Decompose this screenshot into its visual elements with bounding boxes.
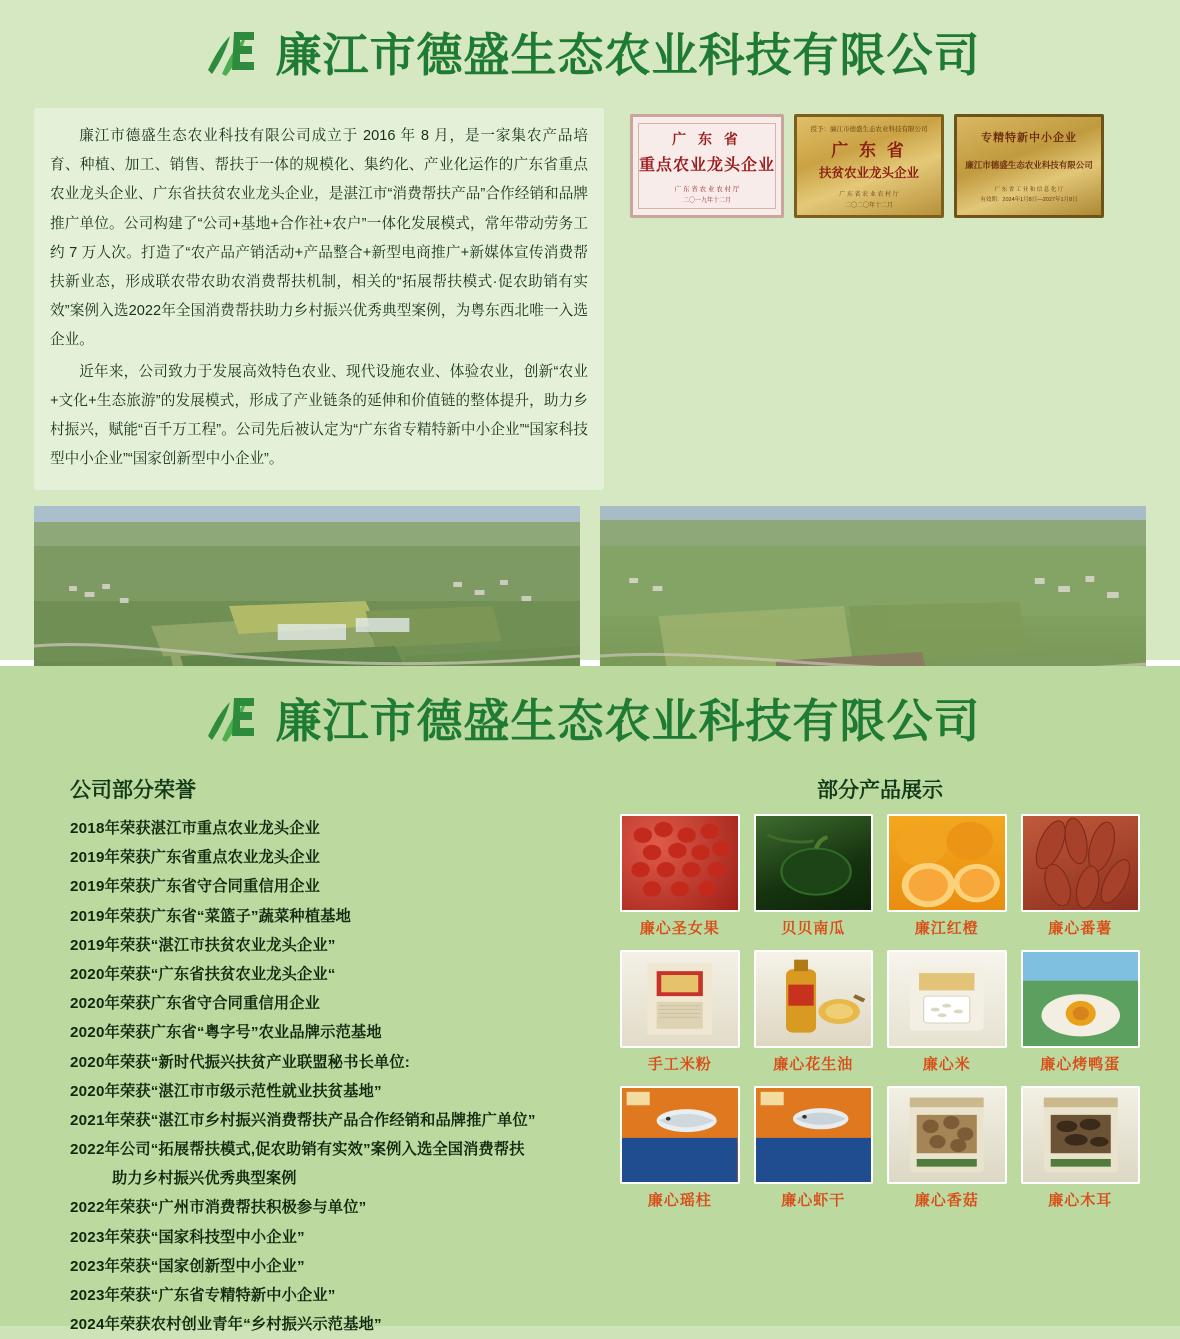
honors-title: 公司部分荣誉: [70, 779, 196, 802]
honors-section: [70, 774, 590, 1339]
product-name: 廉心木耳: [1048, 1192, 1113, 1209]
honor-item: 2019年荣获广东省“菜篮子”蔬菜种植基地: [70, 907, 351, 925]
intro-and-plaques-row: [0, 86, 1180, 490]
product-image-tomato: [620, 814, 740, 912]
product-cell: [887, 814, 1007, 938]
product-name: 廉心米: [922, 1056, 971, 1073]
product-cell: [620, 814, 740, 938]
product-name: 廉心圣女果: [639, 920, 720, 937]
product-cell: [887, 950, 1007, 1074]
plaque-3-line3: 广 东 省 工 业 和 信 息 化 厅: [994, 187, 1064, 193]
product-image-pumpkin: [754, 814, 874, 912]
panel-bottom: [0, 666, 1180, 1334]
honor-item: 2022年荣获“广州市消费帮扶积极参与单位”: [70, 1199, 367, 1217]
product-image-rice-noodle: [620, 950, 740, 1048]
honor-item: 助力乡村振兴优秀典型案例: [112, 1170, 297, 1188]
honor-item: 2019年荣获“湛江市扶贫农业龙头企业”: [70, 936, 336, 954]
top-header: [0, 0, 1180, 86]
product-cell: [1021, 1086, 1141, 1210]
product-image-dried-mushroom: [887, 1086, 1007, 1184]
plaque-specialized-sme: [954, 114, 1104, 218]
plaque-3-line4: 有效期：2024年1月8日—2027年1月8日: [980, 197, 1078, 203]
product-name: 廉心香菇: [914, 1192, 979, 1209]
intro-paragraph-1: 廉江市德盛生态农业科技有限公司成立于 2016 年 8 月，是一家集农产品培育、种植、加工、销售、帮扶于一体的规模化、集约化、产业化运作的广东省重点农业龙头企业、广东省扶贫农业龙头企业，是湛江市“消费帮扶产品”合作经销和品牌推广单位。公司构建了“公司+基地+合作社+农户”一体化发展模式，常年带动劳务工约 7 万人次。打造了“农产品产销活动+产品整合+新型电商推广+新媒体宣传消费帮扶新业态，形成联农带农助农消费帮扶机制，相关的“拓展帮扶模式·促农助销有实效”案例入选2022年全国消费帮扶助力乡村振兴优秀典型案例，为粤东西北唯一入选企业。: [50, 128, 588, 349]
product-image-sweet-potato: [1021, 814, 1141, 912]
product-image-peanut-oil: [754, 950, 874, 1048]
products-section: [620, 774, 1140, 1339]
product-image-black-fungus: [1021, 1086, 1141, 1184]
company-logo-icon: [200, 24, 262, 86]
honor-item: 2023年荣获“国家创新型中小企业”: [70, 1257, 305, 1275]
plaque-2-line5: 二〇二〇年十二月: [844, 202, 893, 209]
product-cell: [620, 950, 740, 1074]
product-name: 廉心虾干: [781, 1192, 846, 1209]
honor-item: 2020年荣获广东省“粤字号”农业品牌示范基地: [70, 1024, 382, 1042]
plaque-1-line1: 广 东 省: [672, 130, 742, 147]
honor-item: 2021年荣获“湛江市乡村振兴消费帮扶产品合作经销和品牌推广单位”: [70, 1111, 536, 1129]
honor-item: 2019年荣获广东省重点农业龙头企业: [70, 849, 321, 867]
honor-item: 2020年荣获“广东省扶贫农业龙头企业“: [70, 965, 336, 983]
product-cell: [620, 1086, 740, 1210]
product-image-dried-scallop: [620, 1086, 740, 1184]
award-plaques: [630, 108, 1104, 218]
plaque-provincial-leading-enterprise: [630, 114, 784, 218]
plaque-2-line2: 广 东 省: [831, 140, 907, 160]
honor-item: 2023年荣获“广东省专精特新中小企业”: [70, 1287, 336, 1304]
product-name: 贝贝南瓜: [781, 920, 846, 937]
plaque-2-line1: 授予：廉江市德盛生态农业科技有限公司: [810, 125, 928, 133]
product-image-rice: [887, 950, 1007, 1048]
product-cell: [754, 1086, 874, 1210]
honor-item: 2023年荣获“国家科技型中小企业”: [70, 1228, 305, 1246]
plaque-3-line1: 专精特新中小企业: [981, 132, 1077, 144]
company-logo-icon-bottom: [200, 690, 262, 752]
honor-item: 2022年公司“拓展帮扶模式,促农助销有实效”案例入选全国消费帮扶: [70, 1141, 525, 1159]
product-cell: [1021, 950, 1141, 1074]
product-cell: [1021, 814, 1141, 938]
product-image-roast-duck-egg: [1021, 950, 1141, 1048]
product-image-orange: [887, 814, 1007, 912]
bottom-header: [0, 666, 1180, 752]
plaque-1-line2: 重点农业龙头企业: [639, 156, 776, 174]
page-title-bottom: 廉江市德盛生态农业科技有限公司: [275, 695, 981, 747]
intro-paragraph-2: 近年来，公司致力于发展高效特色农业、现代设施农业、体验农业，创新“农业+文化+生态旅游”的发展模式，形成了产业链条的延伸和价值链的整体提升，助力乡村振兴，赋能“百千万工程”。公司先后被认定为“广东省专精特新中小企业”“国家科技型中小企业”“国家创新型中小企业”。: [50, 363, 588, 468]
product-name: 廉心烤鸭蛋: [1040, 1056, 1121, 1073]
plaque-poverty-alleviation-enterprise: [794, 114, 944, 218]
honor-item: 2020年荣获“新时代振兴扶贫产业联盟秘书长单位:: [70, 1053, 410, 1071]
product-cell: [754, 950, 874, 1074]
products-grid: [620, 814, 1140, 1210]
product-name: 廉心番薯: [1048, 920, 1113, 937]
plaque-3-line2: 廉江市德盛生态农业科技有限公司: [965, 160, 1093, 170]
panel-top: [0, 0, 1180, 660]
product-cell: [887, 1086, 1007, 1210]
products-title: 部分产品展示: [817, 779, 943, 802]
honor-item: 2020年荣获“湛江市市级示范性就业扶贫基地”: [70, 1082, 382, 1100]
product-name: 廉心花生油: [773, 1056, 854, 1073]
plaque-2-line3: 扶贫农业龙头企业: [818, 165, 919, 180]
honor-item: 2018年荣获湛江市重点农业龙头企业: [70, 820, 321, 837]
product-name: 廉心瑶柱: [647, 1192, 712, 1209]
product-name: 手工米粉: [647, 1056, 712, 1073]
honor-item: 2024年荣获农村创业青年“乡村振兴示范基地”: [70, 1316, 382, 1334]
plaque-1-line4: 二〇一九年十二月: [682, 197, 731, 204]
product-name: 廉江红橙: [914, 920, 979, 937]
honors-and-products: [0, 752, 1180, 1339]
product-cell: [754, 814, 874, 938]
honor-item: 2019年荣获广东省守合同重信用企业: [70, 878, 321, 896]
page-title: 廉江市德盛生态农业科技有限公司: [275, 29, 981, 81]
plaque-1-line3: 广 东 省 农 业 农 村 厅: [674, 185, 740, 193]
company-intro: [34, 108, 604, 490]
product-image-dried-shrimp: [754, 1086, 874, 1184]
honor-item: 2020年荣获广东省守合同重信用企业: [70, 995, 321, 1013]
plaque-2-line4: 广 东 省 农 业 农 村 厅: [839, 191, 899, 198]
